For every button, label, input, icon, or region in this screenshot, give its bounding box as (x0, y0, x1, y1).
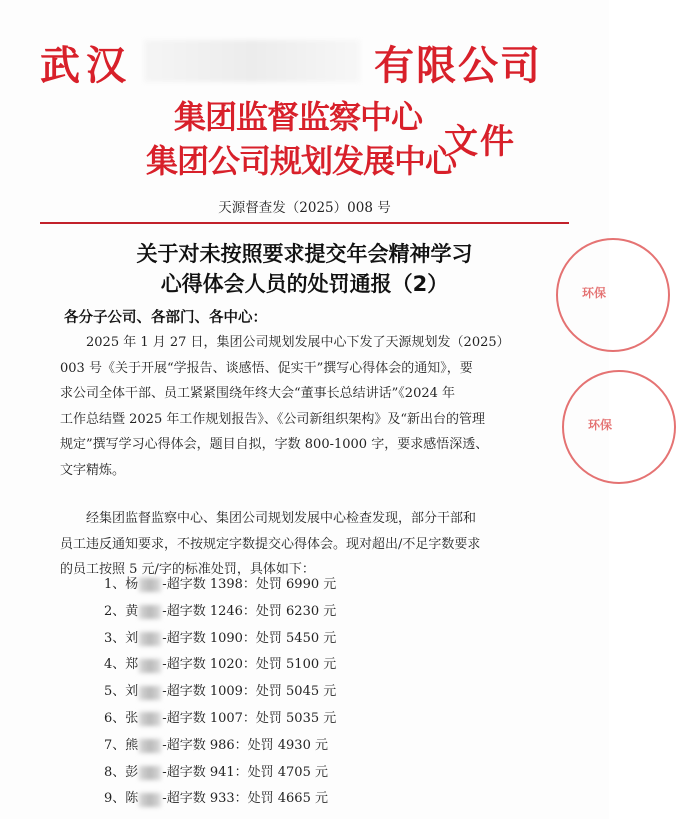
redacted-name (139, 739, 161, 753)
redacted-name (139, 659, 161, 673)
document-title-line2: 心得体会人员的处罚通报（2） (160, 272, 449, 296)
redacted-name (139, 712, 161, 726)
official-seal: 环保 (562, 370, 676, 484)
official-seal: 环保 (556, 238, 670, 352)
org-name-line (40, 34, 580, 88)
paragraph-line: 2025 年 1 月 27 日，集团公司规划发展中心下发了天源规划发（2025） (86, 335, 510, 350)
redacted-name (139, 793, 161, 807)
penalty-item: 4、郑 -超字数 1020：处罚 5100 元 (104, 657, 337, 673)
paragraph-line: 员工违反通知要求，不按规定字数提交心得体会。现对超出/不足字数要求 (60, 536, 481, 552)
org-name-left: 武汉 (40, 43, 132, 89)
paragraph-line: 003 号《关于开展“学报告、谈感悟、促实干”撰写心得体会的通知》，要 (60, 360, 473, 376)
department-supervision: 集团监督监察中心 (174, 98, 423, 136)
penalty-item: 1、杨 -超字数 1398：处罚 6990 元 (104, 577, 337, 592)
paragraph-line: 求公司全体干部、员工紧紧围绕年终大会“董事长总结讲话”《2024 年 (60, 386, 456, 401)
paragraph-line: 经集团监督监察中心、集团公司规划发展中心检查发现，部分干部和 (86, 511, 477, 526)
document-title-line1: 关于对未按照要求提交年会精神学习 (136, 242, 473, 266)
redacted-name (139, 632, 161, 646)
redacted-name (139, 605, 161, 619)
paragraph-line: 工作总结暨 2025 年工作规划报告》、《公司新组织架构》及“新出台的管理 (60, 411, 485, 427)
penalty-item: 3、刘 -超字数 1090：处罚 5450 元 (104, 630, 337, 646)
penalty-item: 7、熊 -超字数 986：处罚 4930 元 (104, 737, 328, 753)
header-divider (40, 222, 569, 224)
penalty-item: 6、张 -超字数 1007：处罚 5035 元 (104, 710, 337, 726)
penalty-item: 5、刘 -超字数 1009：处罚 5045 元 (104, 684, 337, 700)
redacted-name (139, 578, 161, 592)
penalty-list (104, 572, 504, 813)
paragraph-line: 的员工按照 5 元/字的标准处罚，具体如下： (60, 562, 315, 577)
paragraph-notice (60, 330, 560, 483)
redacted-name (139, 766, 161, 780)
department-planning: 集团公司规划发展中心 (146, 142, 457, 180)
paragraph-line: 规定”撰写学习心得体会，题目自拟，字数 800-1000 字，要求感悟深透、 (60, 437, 489, 452)
org-name-right: 有限公司 (374, 43, 542, 89)
document-number: 天源督查发（2025）008 号 (218, 200, 391, 216)
penalty-item: 8、彭 -超字数 941：处罚 4705 元 (104, 764, 328, 780)
paragraph-line: 文字精炼。 (60, 462, 126, 478)
redacted-region (144, 40, 360, 82)
penalty-item: 9、陈 -超字数 933：处罚 4665 元 (104, 791, 328, 807)
document-label: 文件 (444, 122, 516, 162)
issuing-departments (140, 92, 560, 188)
penalty-item: 2、黄 -超字数 1246：处罚 6230 元 (104, 603, 337, 619)
redacted-name (139, 686, 161, 700)
salutation: 各分子公司、各部门、各中心： (64, 310, 267, 326)
